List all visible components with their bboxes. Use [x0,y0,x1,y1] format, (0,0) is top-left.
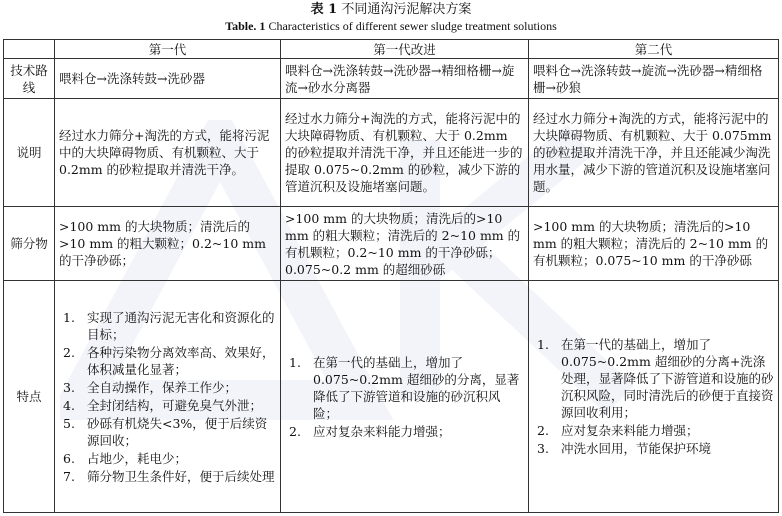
row-header-screenings: 筛分物 [4,207,55,281]
caption-zh-label: 表 1 [310,2,338,17]
cell-features-gen2 [529,281,779,513]
features-list-gen1 [59,309,276,485]
cell-route-gen1: 喂料仓→洗涤转鼓→洗砂器 [55,59,281,99]
col-header-gen1: 第一代 [55,40,281,59]
cell-route-gen2: 喂料仓→洗涤转鼓→旋流→洗砂器→精细格栅→砂狼 [529,59,779,99]
table-row-features [4,281,779,513]
row-header-route: 技术路线 [4,59,55,99]
cell-description-gen1-improved: 经过水力筛分+淘洗的方式，能将污泥中的大块障碍物质、有机颗粒、大于 0.2mm 的砂粒提取并清洗干净，并且还能进一步的提取 0.075~0.2mm 的砂粒，减少下游的管道沉积及设施堵塞问题。 [281,99,529,207]
caption-en-text: Characteristics of different sewer sludge treatment solutions [268,19,557,33]
col-header-gen1-improved: 第一代改进 [281,40,529,59]
list-item: 3. 冲洗水回用，节能保护环境 [537,441,712,456]
table-header-row [4,40,779,59]
cell-screenings-gen1: >100 mm 的大块物质；清洗后的>10 mm 的粗大颗粒；0.2~10 mm 的干净砂砾； [55,207,281,281]
list-item: 1. 在第一代的基础上，增加了 0.075~0.2mm 超细砂的分离+洗涤处理，显著降低了下游管道和设施的砂沉积风险，同时清洗后的砂便于直接资源回收利用； [537,337,774,420]
list-item: 4. 全封闭结构，可避免臭气外泄； [63,397,263,413]
list-item: 2. 各种污染物分离效率高、效果好，体积减量化显著； [63,344,275,377]
list-item: 2. 应对复杂来料能力增强； [537,423,699,438]
cell-screenings-gen1-improved: >100 mm 的大块物质；清洗后的>10 mm 的粗大颗粒；清洗后的 2~10 mm 的有机颗粒；0.2~10 mm 的干净砂砾；0.075~0.2 mm 的超细砂砾 [281,207,529,281]
table-caption-zh [0,2,782,18]
list-item: 1. 在第一代的基础上，增加了 0.075~0.2mm 超细砂的分离，显著降低了下游管道和设施的砂沉积风险； [289,354,520,421]
caption-zh-text: 不同通沟污泥解决方案 [341,2,472,17]
col-header-gen2: 第二代 [529,40,779,59]
features-list-gen2 [533,336,774,457]
cell-route-gen1-improved: 喂料仓→洗涤转鼓→洗砂器→精细格栅→旋流→砂水分离器 [281,59,529,99]
cell-description-gen2: 经过水力筛分+淘洗的方式，能将污泥中的大块障碍物质、有机颗粒、大于 0.075mm 的砂粒提取并清洗干净，并且还能减少淘洗用水量，减少下游的管道沉积及设施堵塞问题。 [529,99,779,207]
list-item: 6. 占地少，耗电少； [63,450,188,466]
cell-features-gen1-improved [281,281,529,513]
cell-features-gen1 [55,281,281,513]
list-item: 1. 实现了通沟污泥无害化和资源化的目标； [63,309,275,342]
list-item: 3. 全自动操作，保养工作少； [63,379,238,395]
table-caption-en [0,18,782,34]
table-row-description [4,99,779,207]
table-row-route [4,59,779,99]
table-row-screenings [4,207,779,281]
cell-description-gen1: 经过水力筛分+淘洗的方式，能将污泥中的大块障碍物质、有机颗粒、大于 0.2mm 的砂粒提取并清洗干净。 [55,99,281,207]
caption-en-label: Table. 1 [225,19,266,33]
features-list-gen1-improved [285,354,524,440]
corner-cell [4,40,55,59]
row-header-description: 说明 [4,99,55,207]
list-item: 7. 筛分物卫生条件好，便于后续处理 [63,468,275,484]
list-item: 2. 应对复杂来料能力增强； [289,423,451,439]
cell-screenings-gen2: >100 mm 的大块物质；清洗后的>10 mm 的粗大颗粒；清洗后的 2~10 mm 的有机颗粒；0.075~10 mm 的干净砂砾 [529,207,779,281]
row-header-features: 特点 [4,281,55,513]
list-item: 5. 砂砾有机烧失<3%，便于后续资源回收； [63,415,268,448]
comparison-table [3,39,779,513]
